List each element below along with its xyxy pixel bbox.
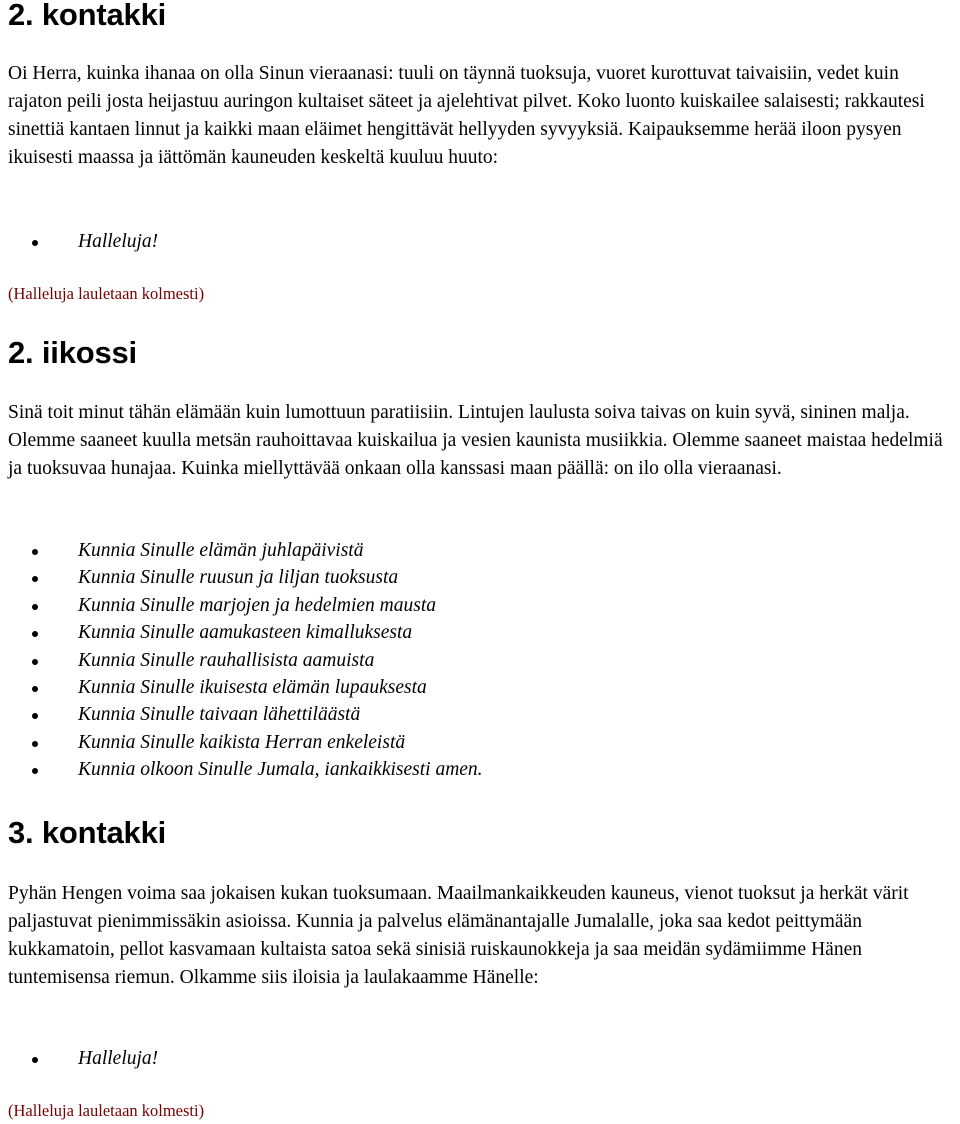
refrain-list — [8, 1045, 158, 1072]
list-item: Kunnia Sinulle ruusun ja liljan tuoksusta — [78, 564, 483, 591]
refrain-list — [8, 228, 158, 255]
section-paragraph-3-kontakki: Pyhän Hengen voima saa jokaisen kukan tuoksumaan. Maailmankaikkeuden kauneus, vienot tuoksut ja herkät värit paljastuvat pienimmissäkin asioissa. Kunnia ja palvelus elämänantajalle Jumalalle, joka saa kedot peittymään kukkamatoin, pellot kasvamaan kultaista satoa sekä sinisiä ruiskaunokkeja ja saa meidän sydämiimme Hänen tuntemisensa riemun. Olkamme siis iloisia ja laulakaamme Hänelle: — [8, 883, 909, 988]
section-heading-2-kontakki: 2. kontakki — [8, 0, 167, 32]
section-paragraph-2-kontakki: Oi Herra, kuinka ihanaa on olla Sinun vieraanasi: tuuli on täynnä tuoksuja, vuoret kurottuvat taivaisiin, vedet kuin rajaton peili josta heijastuu auringon kultaiset säteet ja ajelehtivat pilvet. Koko luonto kuiskailee salaisesti; rakkautesi sinettiä kantaen linnut ja kaikki maan eläimet hengittävät hellyyden syvyyksiä. Kaipauksemme herää iloon pysyen ikuisesti maassa ja iättömän kauneuden keskeltä kuuluu huuto: — [8, 63, 925, 168]
glory-list — [8, 537, 483, 784]
list-item: Kunnia Sinulle taivaan lähettiläästä — [78, 701, 483, 728]
section-heading-3-kontakki: 3. kontakki — [8, 815, 167, 850]
list-item: Kunnia Sinulle rauhallisista aamuista — [78, 647, 483, 674]
list-item: Kunnia olkoon Sinulle Jumala, iankaikkisesti amen. — [78, 756, 483, 783]
section-paragraph-2-iikossi: Sinä toit minut tähän elämään kuin lumottuun paratiisiin. Lintujen laulusta soiva taivas on kuin syvä, sininen malja. Olemme saaneet kuulla metsän rauhoittavaa kuiskailua ja vesien kaunista musiikkia. Olemme saaneet maistaa hedelmiä ja tuoksuvaa hunajaa. Kuinka miellyttävää onkaan olla kanssasi maan päällä: on ilo olla vieraanasi. — [8, 402, 943, 479]
list-item: Kunnia Sinulle ikuisesta elämän lupauksesta — [78, 674, 483, 701]
list-item: Kunnia Sinulle kaikista Herran enkeleistä — [78, 729, 483, 756]
list-item: Halleluja! — [78, 1045, 158, 1072]
refrain-note: (Halleluja lauletaan kolmesti) — [8, 1101, 205, 1120]
list-item: Kunnia Sinulle elämän juhlapäivistä — [78, 537, 483, 564]
list-item: Halleluja! — [78, 228, 158, 255]
section-heading-2-iikossi: 2. iikossi — [8, 335, 137, 370]
refrain-note: (Halleluja lauletaan kolmesti) — [8, 284, 205, 303]
list-item: Kunnia Sinulle marjojen ja hedelmien mausta — [78, 592, 483, 619]
list-item: Kunnia Sinulle aamukasteen kimalluksesta — [78, 619, 483, 646]
